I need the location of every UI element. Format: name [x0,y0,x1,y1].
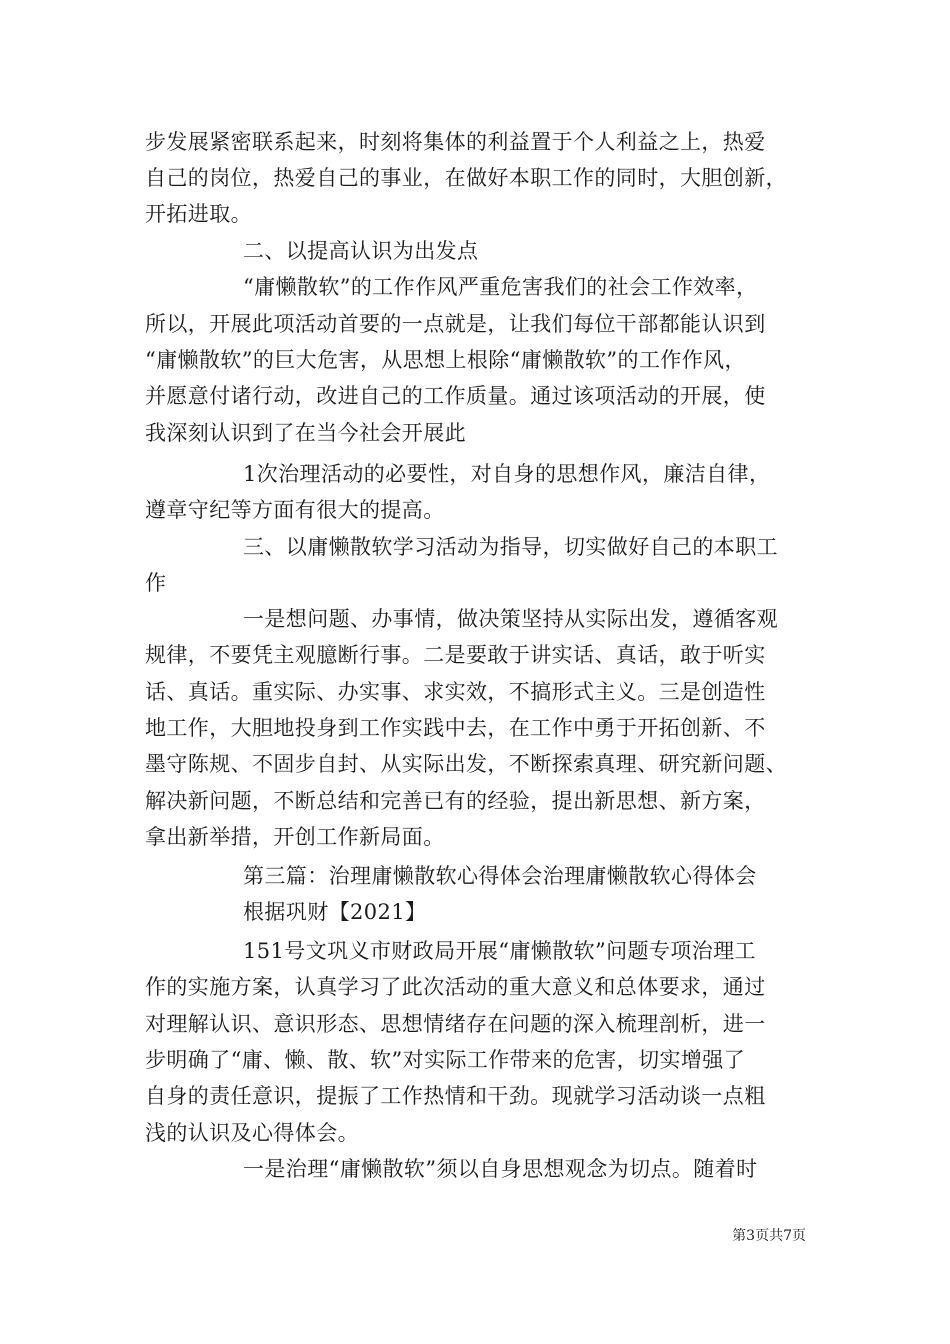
section-heading: 三、以庸懒散软学习活动为指导，切实做好自己的本职工 [243,535,778,559]
text-line: 所以，开展此项活动首要的一点就是，让我们每位干部都能认识到 [145,312,766,336]
text-line: 一是治理“庸懒散软”须以自身思想观念为切点。随着时 [243,1157,758,1181]
text-line: 步发展紧密联系起来，时刻将集体的利益置于个人利益之上，热爱 [145,130,766,154]
text-line: 墨守陈规、不固步自封、从实际出发，不断探索真理、研究新问题、 [145,752,787,776]
text-line: 遵章守纪等方面有很大的提高。 [145,498,445,522]
page-number: 第3页共7页 [732,1228,806,1244]
text-line: 步明确了“庸、懒、散、软”对实际工作带来的危害，切实增强了 [145,1048,746,1072]
text-line: 自己的岗位，热爱自己的事业，在做好本职工作的同时，大胆创新， [145,166,787,190]
text-line: “庸懒散软”的巨大危害，从思想上根除“庸懒散软”的工作作风， [145,348,746,372]
text-line: 开拓进取。 [145,202,252,226]
text-line: 浅的认识及心得体会。 [145,1121,359,1145]
text-line: 一是想问题、办事情，做决策坚持从实际出发，遵循客观 [243,607,778,631]
text-line: 并愿意付诸行动，改进自己的工作质量。通过该项活动的开展，使 [145,384,766,408]
text-line: “庸懒散软”的工作作风严重危害我们的社会工作效率， [243,275,758,299]
text-line: 话、真话。重实际、办实事、求实效，不搞形式主义。三是创造性 [145,680,766,704]
text-line: 解决新问题，不断总结和完善已有的经验，提出新思想、新方案， [145,789,766,813]
section-heading: 二、以提高认识为出发点 [243,239,479,263]
text-line: 对理解认识、意识形态、思想情绪存在问题的深入梳理剖析，进一 [145,1012,766,1036]
text-line: 根据巩财【2021】 [243,900,427,924]
text-line: 作的实施方案，认真学习了此次活动的重大意义和总体要求，通过 [145,975,766,999]
text-line: 151号文巩义市财政局开展“庸懒散软”问题专项治理工 [243,939,756,963]
text-line: 我深刻认识到了在当今社会开展此 [145,421,466,445]
text-line: 地工作，大胆地投身到工作实践中去，在工作中勇于开拓创新、不 [145,716,766,740]
text-line: 规律，不要凭主观臆断行事。二是要敢于讲实话、真话，敢于听实 [145,643,766,667]
text-line: 拿出新举措，开创工作新局面。 [145,825,445,849]
text-line: 1次治理活动的必要性，对自身的思想作风，廉洁自律， [243,462,771,486]
article-title: 第三篇：治理庸懒散软心得体会治理庸懒散软心得体会 [243,864,757,888]
section-heading: 作 [145,571,167,595]
text-line: 自身的责任意识，提振了工作热情和干劲。现就学习活动谈一点粗 [145,1084,766,1108]
